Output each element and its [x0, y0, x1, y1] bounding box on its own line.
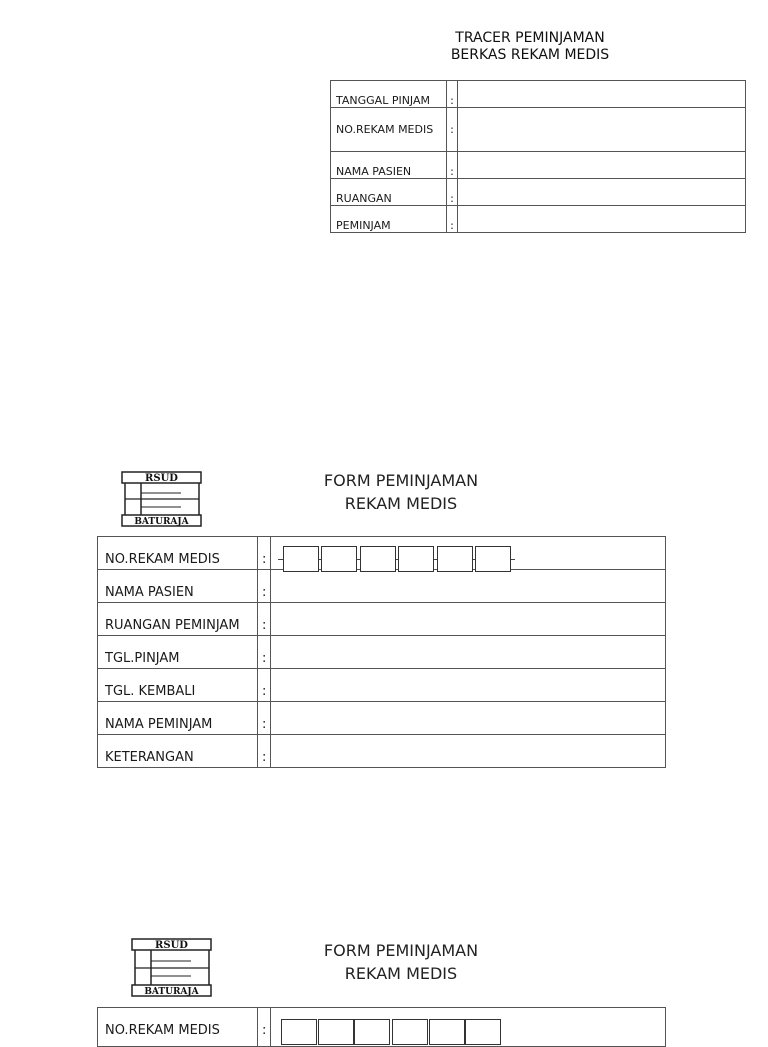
digit-box[interactable]: [429, 1019, 465, 1045]
digit-box[interactable]: [318, 1019, 354, 1045]
form-value-field[interactable]: [271, 702, 666, 735]
tracer-colon: :: [447, 206, 458, 233]
tracer-value-field[interactable]: [458, 152, 746, 179]
tracer-row-tanggal-pinjam: [331, 81, 746, 108]
tracer-row-no-rekam-medis: [331, 108, 746, 152]
form-colon: :: [258, 636, 271, 669]
tracer-label: NAMA PASIEN: [331, 152, 447, 179]
svg-text:RSUD: RSUD: [145, 473, 178, 484]
form-colon: :: [258, 570, 271, 603]
borrowing-form-table: [97, 536, 666, 768]
tracer-label: TANGGAL PINJAM: [331, 81, 447, 108]
form-title: [290, 469, 512, 515]
form-table-cropped: [97, 1007, 667, 1038]
form-title-line2: REKAM MEDIS: [344, 494, 458, 513]
tracer-label: NO.REKAM MEDIS: [331, 108, 447, 152]
form-label: TGL. KEMBALI: [98, 669, 258, 702]
form-value-field[interactable]: [271, 735, 666, 768]
form-row-no-rekam-medis: [98, 537, 666, 570]
digit-box[interactable]: [475, 546, 511, 572]
form-label: RUANGAN PEMINJAM: [98, 603, 258, 636]
tracer-value-field[interactable]: [458, 81, 746, 108]
form-row-nama-pasien: [98, 570, 666, 603]
form-title-line1: FORM PEMINJAMAN: [323, 941, 479, 960]
rsud-baturaja-logo: [131, 938, 211, 995]
rsud-baturaja-logo: [121, 471, 201, 528]
form-value-field[interactable]: [271, 570, 666, 603]
form-colon: :: [258, 1008, 271, 1047]
form-label: NO.REKAM MEDIS: [98, 537, 258, 570]
form-label: TGL.PINJAM: [98, 636, 258, 669]
form-colon: :: [258, 537, 271, 570]
tracer-row-nama-pasien: [331, 152, 746, 179]
svg-text:BATURAJA: BATURAJA: [144, 987, 199, 997]
form-row-keterangan: [98, 735, 666, 768]
form-value-field[interactable]: [271, 603, 666, 636]
form-row-tgl-pinjam: [98, 636, 666, 669]
digit-box[interactable]: [283, 546, 319, 572]
tracer-value-field[interactable]: [458, 108, 746, 152]
form-colon: :: [258, 735, 271, 768]
tracer-colon: :: [447, 179, 458, 206]
form-title-line2: REKAM MEDIS: [344, 964, 458, 983]
form-colon: :: [258, 702, 271, 735]
form-label: KETERANGAN: [98, 735, 258, 768]
tracer-value-field[interactable]: [458, 206, 746, 233]
digit-box[interactable]: [437, 546, 473, 572]
svg-text:RSUD: RSUD: [155, 940, 188, 951]
tracer-colon: :: [447, 81, 458, 108]
form-label: NO.REKAM MEDIS: [98, 1008, 258, 1047]
form-value-field[interactable]: [271, 636, 666, 669]
tracer-value-field[interactable]: [458, 179, 746, 206]
digit-box[interactable]: [398, 546, 434, 572]
form-title: [290, 939, 512, 985]
digit-box[interactable]: [360, 546, 396, 572]
tracer-colon: :: [447, 108, 458, 152]
form-colon: :: [258, 603, 271, 636]
form-value-field[interactable]: [271, 669, 666, 702]
form-row-nama-peminjam: [98, 702, 666, 735]
form-title-line1: FORM PEMINJAMAN: [323, 471, 479, 490]
digit-box[interactable]: [321, 546, 357, 572]
form-colon: :: [258, 669, 271, 702]
tracer-label: PEMINJAM: [331, 206, 447, 233]
record-number-field[interactable]: [271, 1008, 666, 1047]
tracer-row-ruangan: [331, 179, 746, 206]
digit-box[interactable]: [281, 1019, 317, 1045]
borrowing-form-table: [97, 1007, 666, 1047]
tracer-colon: :: [447, 152, 458, 179]
form-label: NAMA PASIEN: [98, 570, 258, 603]
tracer-row-peminjam: [331, 206, 746, 233]
tracer-label: RUANGAN: [331, 179, 447, 206]
form-label: NAMA PEMINJAM: [98, 702, 258, 735]
digit-box[interactable]: [392, 1019, 428, 1045]
record-number-field[interactable]: [271, 537, 666, 570]
tracer-title-line2: BERKAS REKAM MEDIS: [450, 47, 610, 63]
tracer-table: [330, 80, 746, 233]
form-row-ruangan-peminjam: [98, 603, 666, 636]
svg-text:BATURAJA: BATURAJA: [134, 517, 189, 527]
form-row-tgl-kembali: [98, 669, 666, 702]
tracer-title-line1: TRACER PEMINJAMAN: [455, 30, 605, 46]
digit-box[interactable]: [354, 1019, 390, 1045]
tracer-title: [330, 30, 730, 64]
digit-box[interactable]: [465, 1019, 501, 1045]
form-row-no-rekam-medis: [98, 1008, 666, 1047]
